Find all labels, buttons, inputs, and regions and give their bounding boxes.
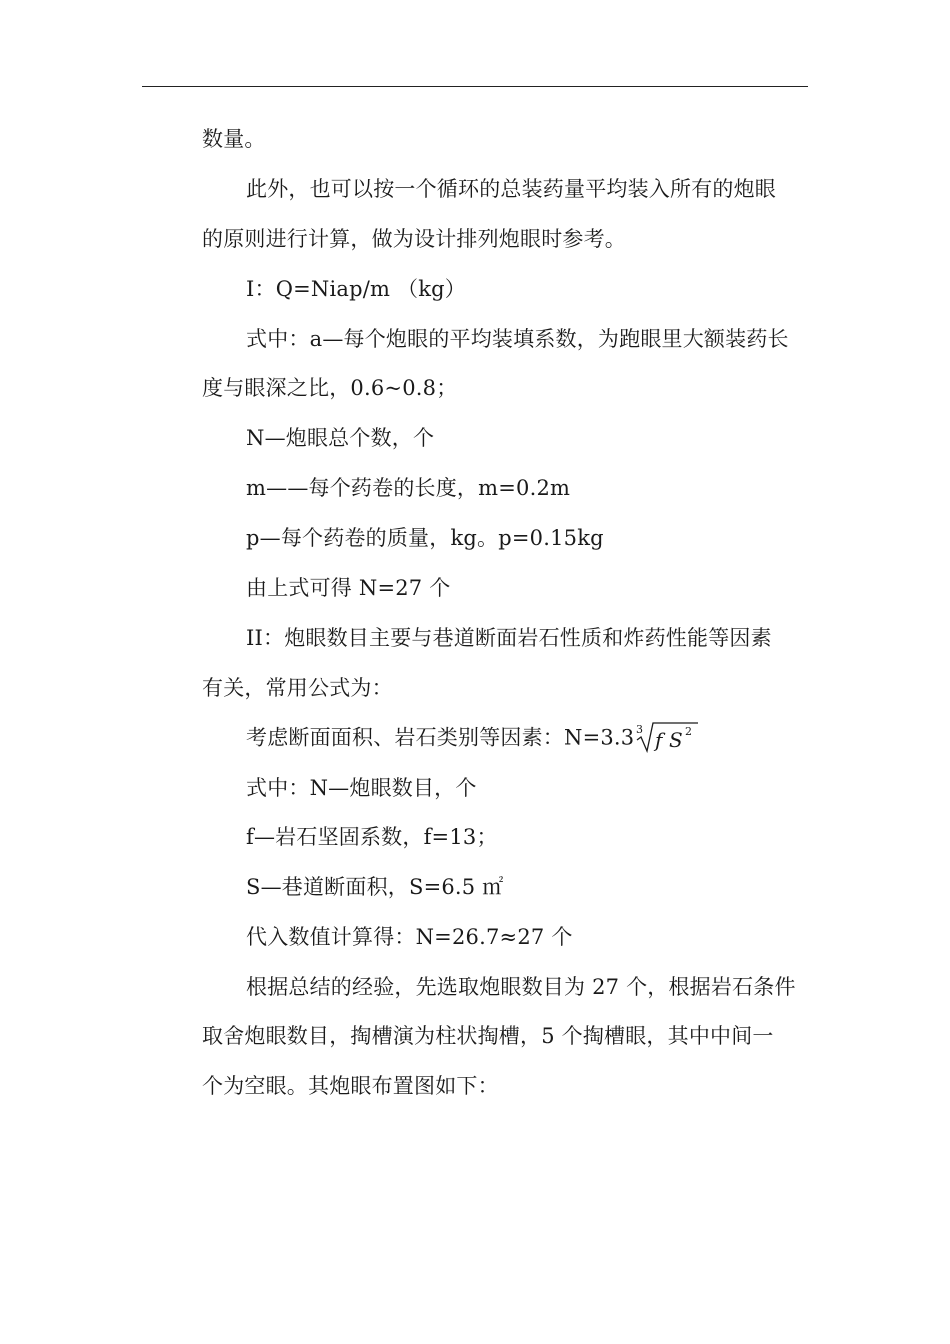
- text-line: f—岩石坚固系数，f=13；: [246, 825, 498, 849]
- text-line: 个为空眼。其炮眼布置图如下：: [202, 1074, 499, 1098]
- exponent: 2: [685, 725, 693, 738]
- text-line: 取舍炮眼数目，掏槽演为柱状掏槽，5 个掏槽眼，其中中间一: [202, 1024, 774, 1048]
- text-line: 的原则进行计算，做为设计排列炮眼时参考。: [202, 227, 626, 251]
- text-line: 由上式可得 N=27 个: [246, 576, 451, 600]
- cube-root-formula: [634, 722, 700, 756]
- text-line: 式中：a—每个炮眼的平均装填系数，为跑眼里大额装药长: [246, 327, 789, 351]
- root-index: 3: [636, 723, 644, 736]
- text-line: S—巷道断面积，S=6.5 ㎡: [246, 875, 504, 899]
- text-line: 代入数值计算得：N=26.7≈27 个: [246, 925, 573, 949]
- text-line: 式中：N—炮眼数目，个: [246, 776, 477, 800]
- header-rule: [142, 86, 808, 87]
- text-line: 有关，常用公式为：: [202, 676, 393, 700]
- text-line: 度与眼深之比，0.6~0.8；: [202, 376, 458, 400]
- text-line: 此外，也可以按一个循环的总装药量平均装入所有的炮眼: [246, 177, 776, 201]
- radical-sign: [634, 720, 700, 754]
- text-line: 根据总结的经验，先选取炮眼数目为 27 个，根据岩石条件: [246, 975, 796, 999]
- text-line: II：炮眼数目主要与巷道断面岩石性质和炸药性能等因素: [246, 626, 772, 650]
- text-line: N—炮眼总个数，个: [246, 426, 435, 450]
- radicand-f: f: [655, 728, 663, 752]
- formula-label: 考虑断面面积、岩石类别等因素：N=3.3: [246, 725, 635, 750]
- text-line: p—每个药卷的质量，kg。p=0.15kg: [246, 526, 604, 550]
- text-line: 数量。: [202, 127, 266, 151]
- formula-line-2: [246, 722, 700, 756]
- formula-line-1: I：Q=Niap/m （kg）: [246, 277, 466, 301]
- text-line: m——每个药卷的长度，m=0.2m: [246, 476, 571, 500]
- radicand-S: S: [669, 728, 684, 752]
